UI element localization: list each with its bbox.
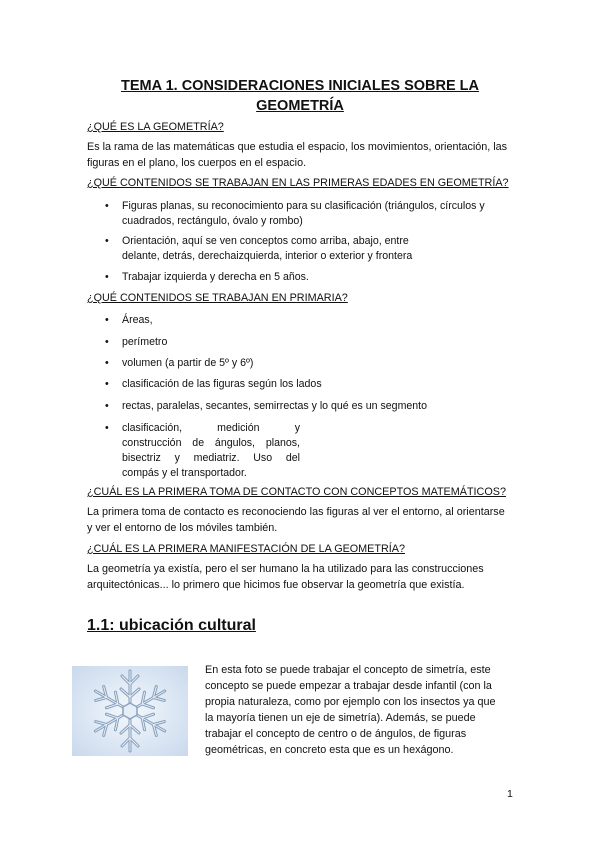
bullet-icon: • [105,400,109,412]
bullet-icon: • [105,378,109,390]
bullet-icon: • [105,314,109,326]
bullet-icon: • [105,235,109,247]
bullet-icon: • [105,336,109,348]
question-first-contact: ¿CUÁL ES LA PRIMERA TOMA DE CONTACTO CON CONCEPTOS MATEMÁTICOS? [87,486,506,498]
page-title [60,76,540,116]
text-line: Áreas, [122,314,153,326]
text-line: En esta foto se puede trabajar el concepto de simetría, este [205,664,491,676]
text-line: delante, detrás, derechaizquierda, interior o exterior y frontera [122,250,413,262]
text-line: y ver el entorno de los móviles también. [87,522,278,534]
answer-first-manifestation [87,561,517,593]
text-line: construcción de ángulos, planos, [122,437,300,449]
text-line: trabajar el concepto de centro o de ángulos, de figuras [205,728,467,740]
question-first-manifestation: ¿CUÁL ES LA PRIMERA MANIFESTACIÓN DE LA GEOMETRÍA? [87,543,405,555]
text-line: concepto se puede empezar a trabajar desde infantil (con la [205,680,492,692]
snowflake-image [72,666,188,756]
title-line-1: TEMA 1. CONSIDERACIONES INICIALES SOBRE LA [121,78,479,94]
text-line: Figuras planas, su reconocimiento para su clasificación (triángulos, círculos y [122,200,485,212]
text-line: La geometría ya existía, pero el ser humano la ha utilizado para las construcciones [87,563,484,575]
bullet-icon: • [105,422,109,434]
bullet-icon: • [105,200,109,212]
title-line-2: GEOMETRÍA [256,98,344,114]
text-line: arquitectónicas... lo primero que hicimos fue observar la geometría que existía. [87,579,465,591]
text-line: Orientación, aquí se ven conceptos como arriba, abajo, entre [122,235,409,247]
text-line: la mayoría tienen un eje de simetría). Además, se puede [205,712,476,724]
text-line: propia naturaleza, como por ejemplo con los insectos ya que [205,696,496,708]
text-line: rectas, paralelas, secantes, semirrectas y lo qué es un segmento [122,400,428,412]
bullet-icon: • [105,357,109,369]
answer-first-contact [87,504,517,536]
bullet-icon: • [105,271,109,283]
image-caption [205,662,517,758]
question-early-contents: ¿QUÉ CONTENIDOS SE TRABAJAN EN LAS PRIMERAS EDADES EN GEOMETRÍA? [87,177,509,189]
text-line: Es la rama de las matemáticas que estudia el espacio, los movimientos, orientación, las [87,141,508,153]
question-primary-contents: ¿QUÉ CONTENIDOS SE TRABAJAN EN PRIMARIA? [87,292,348,304]
question-geometry: ¿QUÉ ES LA GEOMETRÍA? [87,121,224,133]
text-line: geométricas, en concreto esta que es un hexágono. [205,744,454,756]
text-line: clasificación, medición y [122,422,300,434]
text-line: figuras en el plano, los cuerpos en el espacio. [87,157,307,169]
text-line: volumen (a partir de 5º y 6º) [122,357,254,369]
answer-geometry [87,139,517,171]
snowflake-icon [72,666,188,756]
section-heading: 1.1: ubicación cultural [87,617,256,634]
text-line: bisectriz y mediatriz. Uso del [122,452,300,464]
text-line: cuadrados, rectángulo, óvalo y rombo) [122,215,303,227]
text-line: clasificación de las figuras según los lados [122,378,322,390]
text-line: compás y el transportador. [122,467,247,479]
text-line: perímetro [122,336,168,348]
text-line: Trabajar izquierda y derecha en 5 años. [122,271,309,283]
text-line: La primera toma de contacto es reconociendo las figuras al ver el entorno, al orientarse [87,506,505,518]
page-number: 1 [507,788,513,800]
